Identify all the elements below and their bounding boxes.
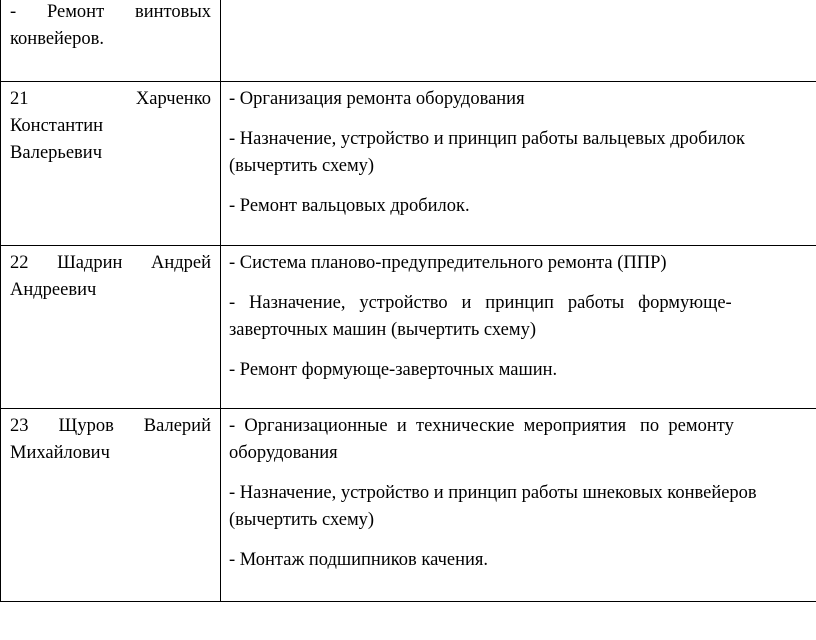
table-row bbox=[1, 82, 816, 246]
topic-item bbox=[229, 193, 816, 220]
name-line: 22 Шадрин Андрей bbox=[10, 253, 211, 273]
topics-cell bbox=[221, 82, 816, 246]
topic-item bbox=[229, 480, 816, 534]
topic-line: - Ремонт вальцовых дробилок. bbox=[229, 196, 470, 216]
topic-item bbox=[229, 357, 816, 384]
topic-item bbox=[229, 413, 816, 467]
topic-line: - Назначение, устройство и принцип работы вальцевых дробилок bbox=[229, 129, 745, 149]
name-cell bbox=[1, 409, 221, 602]
topic-line: заверточных машин (вычертить схему) bbox=[229, 320, 537, 340]
table-row bbox=[1, 409, 816, 602]
name-cell bbox=[1, 0, 221, 82]
name-line: Константин bbox=[10, 116, 104, 136]
topic-item bbox=[229, 250, 816, 277]
name-line: Валерьевич bbox=[10, 143, 102, 163]
topic-line: (вычертить схему) bbox=[229, 156, 375, 176]
topic-line: - Назначение, устройство и принцип работы шнековых конвейеров bbox=[229, 483, 757, 503]
topic-line: - Система планово-предупредительного ремонта (ППР) bbox=[229, 253, 667, 273]
topics-cell bbox=[221, 246, 816, 409]
name-line: Михайлович bbox=[10, 443, 110, 463]
name-line: - Ремонт винтовых bbox=[10, 2, 211, 22]
topic-line: (вычертить схему) bbox=[229, 510, 375, 530]
topics-cell bbox=[221, 409, 816, 602]
topic-line: - Монтаж подшипников качения. bbox=[229, 550, 489, 570]
topic-line: - Организационные и технические мероприятия по ремонту bbox=[229, 416, 734, 436]
topic-line: - Назначение, устройство и принцип работы формующе- bbox=[229, 293, 732, 313]
topic-line: - Ремонт формующе-заверточных машин. bbox=[229, 360, 558, 380]
name-cell bbox=[1, 82, 221, 246]
name-line: Андреевич bbox=[10, 280, 97, 300]
name-line: 23 Щуров Валерий bbox=[10, 416, 211, 436]
name-cell bbox=[1, 246, 221, 409]
topics-cell bbox=[221, 0, 816, 82]
table-row bbox=[1, 246, 816, 409]
topic-item bbox=[229, 290, 816, 344]
name-line: конвейеров. bbox=[10, 29, 105, 49]
topic-item bbox=[229, 86, 816, 113]
topic-item bbox=[229, 126, 816, 180]
topic-item bbox=[229, 547, 816, 574]
name-line: 21 Харченко bbox=[10, 89, 211, 109]
topic-line: - Организация ремонта оборудования bbox=[229, 89, 525, 109]
table-row bbox=[1, 0, 816, 82]
topic-line: оборудования bbox=[229, 443, 338, 463]
